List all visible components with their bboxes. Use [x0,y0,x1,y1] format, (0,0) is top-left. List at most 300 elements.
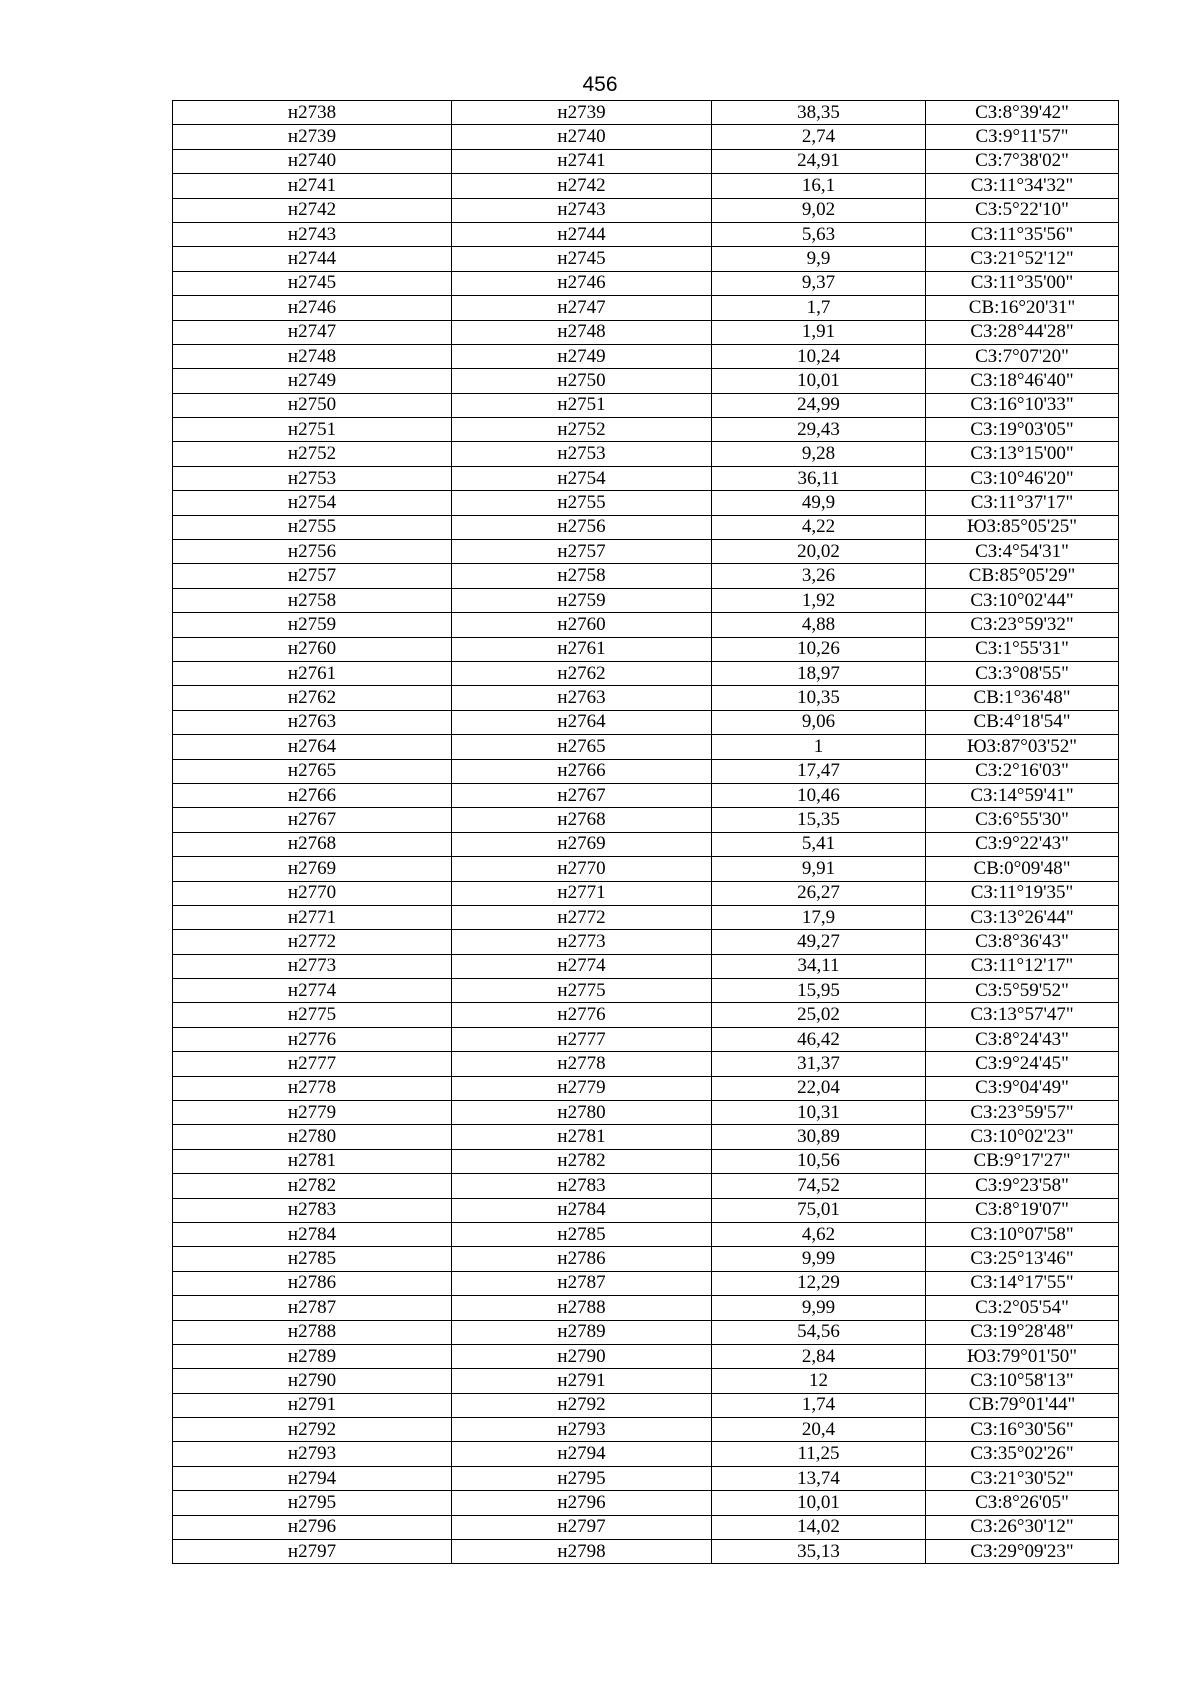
point-to-cell: н2774 [452,954,712,978]
table-row [173,491,1119,515]
point-from-cell: н2739 [173,125,452,149]
table-row [173,905,1119,929]
point-from-cell: н2738 [173,101,452,125]
bearing-cell: СЗ:29°09'23" [926,1540,1119,1564]
bearing-cell: СЗ:8°36'43" [926,930,1119,954]
distance-cell: 3,26 [712,564,926,588]
point-from-cell: н2790 [173,1369,452,1393]
bearing-cell: СВ:9°17'27" [926,1149,1119,1173]
point-from-cell: н2759 [173,613,452,637]
distance-cell: 38,35 [712,101,926,125]
point-to-cell: н2772 [452,905,712,929]
bearing-cell: СВ:4°18'54" [926,710,1119,734]
distance-cell: 9,99 [712,1296,926,1320]
point-to-cell: н2746 [452,271,712,295]
distance-cell: 10,46 [712,783,926,807]
point-from-cell: н2751 [173,418,452,442]
distance-cell: 17,47 [712,759,926,783]
bearing-cell: СЗ:26°30'12" [926,1515,1119,1539]
table-row [173,247,1119,271]
table-row [173,808,1119,832]
point-to-cell: н2757 [452,540,712,564]
point-from-cell: н2761 [173,661,452,685]
point-from-cell: н2789 [173,1344,452,1368]
distance-cell: 17,9 [712,905,926,929]
point-to-cell: н2776 [452,1003,712,1027]
point-from-cell: н2779 [173,1101,452,1125]
distance-cell: 20,02 [712,540,926,564]
table-row [173,735,1119,759]
point-to-cell: н2765 [452,735,712,759]
table-row [173,1320,1119,1344]
point-to-cell: н2740 [452,125,712,149]
point-from-cell: н2795 [173,1491,452,1515]
distance-cell: 10,01 [712,369,926,393]
point-from-cell: н2749 [173,369,452,393]
bearing-cell: СЗ:23°59'57" [926,1101,1119,1125]
table-row [173,296,1119,320]
point-to-cell: н2786 [452,1247,712,1271]
table-row [173,613,1119,637]
point-to-cell: н2739 [452,101,712,125]
distance-cell: 18,97 [712,661,926,685]
distance-cell: 24,91 [712,149,926,173]
point-from-cell: н2765 [173,759,452,783]
distance-cell: 9,9 [712,247,926,271]
distance-cell: 5,63 [712,222,926,246]
bearing-cell: ЮЗ:79°01'50" [926,1344,1119,1368]
table-row [173,1052,1119,1076]
bearing-cell: ЮЗ:85°05'25" [926,515,1119,539]
table-row [173,1027,1119,1051]
distance-cell: 9,06 [712,710,926,734]
bearing-cell: СЗ:11°37'17" [926,491,1119,515]
bearing-cell: СЗ:11°35'00" [926,271,1119,295]
distance-cell: 30,89 [712,1125,926,1149]
point-from-cell: н2792 [173,1418,452,1442]
table-body [173,101,1119,1564]
point-to-cell: н2789 [452,1320,712,1344]
point-to-cell: н2756 [452,515,712,539]
distance-cell: 10,31 [712,1101,926,1125]
distance-cell: 35,13 [712,1540,926,1564]
point-to-cell: н2791 [452,1369,712,1393]
bearing-cell: СВ:79°01'44" [926,1393,1119,1417]
distance-cell: 9,99 [712,1247,926,1271]
table-row [173,1296,1119,1320]
table-row [173,222,1119,246]
bearing-cell: СЗ:13°26'44" [926,905,1119,929]
point-to-cell: н2753 [452,442,712,466]
table-row [173,1125,1119,1149]
distance-cell: 13,74 [712,1466,926,1490]
point-to-cell: н2780 [452,1101,712,1125]
point-to-cell: н2741 [452,149,712,173]
point-from-cell: н2783 [173,1198,452,1222]
table-row [173,1515,1119,1539]
point-from-cell: н2753 [173,466,452,490]
table-row [173,930,1119,954]
table-row [173,369,1119,393]
distance-cell: 49,27 [712,930,926,954]
point-from-cell: н2771 [173,905,452,929]
point-from-cell: н2766 [173,783,452,807]
point-from-cell: н2760 [173,637,452,661]
distance-cell: 14,02 [712,1515,926,1539]
point-from-cell: н2743 [173,222,452,246]
distance-cell: 46,42 [712,1027,926,1051]
point-to-cell: н2771 [452,881,712,905]
table-row [173,564,1119,588]
point-to-cell: н2773 [452,930,712,954]
point-from-cell: н2768 [173,832,452,856]
distance-cell: 4,22 [712,515,926,539]
table-row [173,1491,1119,1515]
table-row [173,759,1119,783]
point-from-cell: н2769 [173,857,452,881]
point-from-cell: н2781 [173,1149,452,1173]
bearing-cell: СЗ:21°52'12" [926,247,1119,271]
point-to-cell: н2758 [452,564,712,588]
bearing-cell: СЗ:2°05'54" [926,1296,1119,1320]
bearing-cell: СЗ:11°12'17" [926,954,1119,978]
distance-cell: 10,01 [712,1491,926,1515]
point-to-cell: н2748 [452,320,712,344]
distance-cell: 16,1 [712,174,926,198]
bearing-cell: СЗ:6°55'30" [926,808,1119,832]
point-to-cell: н2798 [452,1540,712,1564]
point-from-cell: н2757 [173,564,452,588]
table-row [173,1344,1119,1368]
distance-cell: 11,25 [712,1442,926,1466]
point-to-cell: н2755 [452,491,712,515]
point-to-cell: н2775 [452,979,712,1003]
distance-cell: 36,11 [712,466,926,490]
point-from-cell: н2782 [173,1174,452,1198]
table-row [173,1393,1119,1417]
point-to-cell: н2768 [452,808,712,832]
table-row [173,1101,1119,1125]
distance-cell: 9,28 [712,442,926,466]
table-row [173,515,1119,539]
bearing-cell: СЗ:5°59'52" [926,979,1119,1003]
point-from-cell: н2742 [173,198,452,222]
distance-cell: 24,99 [712,393,926,417]
bearing-cell: СЗ:7°07'20" [926,344,1119,368]
bearing-cell: СЗ:10°58'13" [926,1369,1119,1393]
table-row [173,1442,1119,1466]
bearing-cell: СВ:1°36'48" [926,686,1119,710]
point-to-cell: н2779 [452,1076,712,1100]
table-row [173,1198,1119,1222]
bearing-cell: СЗ:9°04'49" [926,1076,1119,1100]
table-row [173,1247,1119,1271]
point-from-cell: н2762 [173,686,452,710]
point-to-cell: н2794 [452,1442,712,1466]
table-row [173,418,1119,442]
bearing-cell: СЗ:8°24'43" [926,1027,1119,1051]
table-row [173,979,1119,1003]
point-to-cell: н2792 [452,1393,712,1417]
distance-cell: 34,11 [712,954,926,978]
distance-cell: 10,35 [712,686,926,710]
table-row [173,271,1119,295]
distance-cell: 15,95 [712,979,926,1003]
point-from-cell: н2788 [173,1320,452,1344]
table-row [173,101,1119,125]
point-to-cell: н2782 [452,1149,712,1173]
bearing-cell: СЗ:10°02'23" [926,1125,1119,1149]
table-row [173,1540,1119,1564]
bearing-cell: СЗ:16°30'56" [926,1418,1119,1442]
table-row [173,1271,1119,1295]
bearing-cell: СЗ:8°19'07" [926,1198,1119,1222]
bearing-cell: СЗ:11°35'56" [926,222,1119,246]
table-row [173,344,1119,368]
point-to-cell: н2751 [452,393,712,417]
distance-cell: 10,24 [712,344,926,368]
point-to-cell: н2796 [452,1491,712,1515]
point-from-cell: н2793 [173,1442,452,1466]
point-from-cell: н2752 [173,442,452,466]
point-to-cell: н2761 [452,637,712,661]
point-from-cell: н2776 [173,1027,452,1051]
table-row [173,686,1119,710]
distance-cell: 20,4 [712,1418,926,1442]
point-from-cell: н2773 [173,954,452,978]
table-row [173,149,1119,173]
point-to-cell: н2747 [452,296,712,320]
bearing-cell: СЗ:19°03'05" [926,418,1119,442]
bearing-cell: СЗ:11°34'32" [926,174,1119,198]
point-from-cell: н2780 [173,1125,452,1149]
distance-cell: 29,43 [712,418,926,442]
point-to-cell: н2797 [452,1515,712,1539]
point-to-cell: н2760 [452,613,712,637]
bearing-cell: СЗ:28°44'28" [926,320,1119,344]
table-row [173,881,1119,905]
bearing-cell: СЗ:23°59'32" [926,613,1119,637]
point-to-cell: н2763 [452,686,712,710]
table-row [173,1003,1119,1027]
table-row [173,174,1119,198]
table-row [173,1369,1119,1393]
table-row [173,320,1119,344]
point-from-cell: н2791 [173,1393,452,1417]
point-to-cell: н2745 [452,247,712,271]
distance-cell: 5,41 [712,832,926,856]
distance-cell: 31,37 [712,1052,926,1076]
bearing-cell: СВ:16°20'31" [926,296,1119,320]
point-from-cell: н2796 [173,1515,452,1539]
point-from-cell: н2748 [173,344,452,368]
point-to-cell: н2790 [452,1344,712,1368]
bearing-cell: СЗ:9°23'58" [926,1174,1119,1198]
distance-cell: 9,02 [712,198,926,222]
table-row [173,466,1119,490]
table-row [173,710,1119,734]
bearing-cell: ЮЗ:87°03'52" [926,735,1119,759]
point-from-cell: н2740 [173,149,452,173]
table-row [173,442,1119,466]
bearing-cell: СЗ:10°02'44" [926,588,1119,612]
distance-cell: 1,92 [712,588,926,612]
point-from-cell: н2787 [173,1296,452,1320]
table-row [173,1149,1119,1173]
bearing-cell: СЗ:1°55'31" [926,637,1119,661]
distance-cell: 9,91 [712,857,926,881]
distance-cell: 26,27 [712,881,926,905]
point-from-cell: н2756 [173,540,452,564]
point-from-cell: н2786 [173,1271,452,1295]
distance-cell: 12,29 [712,1271,926,1295]
table-row [173,540,1119,564]
distance-cell: 2,74 [712,125,926,149]
table-row [173,125,1119,149]
point-to-cell: н2793 [452,1418,712,1442]
point-to-cell: н2785 [452,1222,712,1246]
distance-cell: 49,9 [712,491,926,515]
bearings-table [172,100,1119,1564]
point-to-cell: н2754 [452,466,712,490]
point-to-cell: н2788 [452,1296,712,1320]
bearing-cell: СЗ:18°46'40" [926,369,1119,393]
distance-cell: 1,74 [712,1393,926,1417]
bearing-cell: СЗ:13°15'00" [926,442,1119,466]
table-row [173,1466,1119,1490]
point-from-cell: н2744 [173,247,452,271]
point-to-cell: н2764 [452,710,712,734]
point-from-cell: н2750 [173,393,452,417]
point-from-cell: н2785 [173,1247,452,1271]
bearing-cell: СЗ:9°11'57" [926,125,1119,149]
distance-cell: 12 [712,1369,926,1393]
point-to-cell: н2795 [452,1466,712,1490]
bearing-cell: СЗ:5°22'10" [926,198,1119,222]
table-row [173,198,1119,222]
bearing-cell: СЗ:19°28'48" [926,1320,1119,1344]
distance-cell: 2,84 [712,1344,926,1368]
bearing-cell: СЗ:11°19'35" [926,881,1119,905]
bearing-cell: СВ:85°05'29" [926,564,1119,588]
point-from-cell: н2758 [173,588,452,612]
bearing-cell: СЗ:14°59'41" [926,783,1119,807]
table-row [173,857,1119,881]
point-from-cell: н2784 [173,1222,452,1246]
point-to-cell: н2759 [452,588,712,612]
distance-cell: 74,52 [712,1174,926,1198]
distance-cell: 1,91 [712,320,926,344]
distance-cell: 1 [712,735,926,759]
point-from-cell: н2770 [173,881,452,905]
point-from-cell: н2741 [173,174,452,198]
point-from-cell: н2772 [173,930,452,954]
point-to-cell: н2743 [452,198,712,222]
distance-cell: 10,56 [712,1149,926,1173]
bearing-cell: СЗ:25°13'46" [926,1247,1119,1271]
distance-cell: 25,02 [712,1003,926,1027]
point-to-cell: н2767 [452,783,712,807]
point-from-cell: н2746 [173,296,452,320]
point-to-cell: н2783 [452,1174,712,1198]
point-to-cell: н2784 [452,1198,712,1222]
bearing-cell: СЗ:3°08'55" [926,661,1119,685]
point-to-cell: н2778 [452,1052,712,1076]
page-number: 456 [582,73,618,96]
point-to-cell: н2787 [452,1271,712,1295]
distance-cell: 9,37 [712,271,926,295]
distance-cell: 4,88 [712,613,926,637]
point-from-cell: н2764 [173,735,452,759]
point-to-cell: н2770 [452,857,712,881]
table-row [173,661,1119,685]
point-from-cell: н2775 [173,1003,452,1027]
point-to-cell: н2750 [452,369,712,393]
table-row [173,588,1119,612]
point-from-cell: н2794 [173,1466,452,1490]
bearing-cell: СЗ:9°22'43" [926,832,1119,856]
bearing-cell: СЗ:2°16'03" [926,759,1119,783]
point-from-cell: н2774 [173,979,452,1003]
point-to-cell: н2742 [452,174,712,198]
point-to-cell: н2762 [452,661,712,685]
table-row [173,1076,1119,1100]
distance-cell: 15,35 [712,808,926,832]
point-from-cell: н2797 [173,1540,452,1564]
bearing-cell: СЗ:21°30'52" [926,1466,1119,1490]
table-row [173,1174,1119,1198]
point-to-cell: н2752 [452,418,712,442]
point-to-cell: н2766 [452,759,712,783]
bearing-cell: СЗ:10°46'20" [926,466,1119,490]
point-to-cell: н2781 [452,1125,712,1149]
bearing-cell: СЗ:4°54'31" [926,540,1119,564]
point-from-cell: н2755 [173,515,452,539]
bearing-cell: СЗ:14°17'55" [926,1271,1119,1295]
point-to-cell: н2777 [452,1027,712,1051]
point-from-cell: н2778 [173,1076,452,1100]
table-row [173,1222,1119,1246]
table-row [173,393,1119,417]
distance-cell: 1,7 [712,296,926,320]
bearing-cell: СЗ:8°39'42" [926,101,1119,125]
table-row [173,1418,1119,1442]
point-from-cell: н2777 [173,1052,452,1076]
point-from-cell: н2747 [173,320,452,344]
distance-cell: 22,04 [712,1076,926,1100]
point-from-cell: н2767 [173,808,452,832]
bearing-cell: СЗ:7°38'02" [926,149,1119,173]
bearing-cell: СЗ:8°26'05" [926,1491,1119,1515]
table-row [173,783,1119,807]
point-from-cell: н2745 [173,271,452,295]
distance-cell: 54,56 [712,1320,926,1344]
table-row [173,954,1119,978]
bearing-cell: СЗ:10°07'58" [926,1222,1119,1246]
table-row [173,637,1119,661]
bearing-cell: СЗ:9°24'45" [926,1052,1119,1076]
bearing-cell: СВ:0°09'48" [926,857,1119,881]
point-from-cell: н2763 [173,710,452,734]
point-to-cell: н2769 [452,832,712,856]
distance-cell: 75,01 [712,1198,926,1222]
point-from-cell: н2754 [173,491,452,515]
bearing-cell: СЗ:35°02'26" [926,1442,1119,1466]
point-to-cell: н2749 [452,344,712,368]
bearing-cell: СЗ:16°10'33" [926,393,1119,417]
table-row [173,832,1119,856]
distance-cell: 4,62 [712,1222,926,1246]
